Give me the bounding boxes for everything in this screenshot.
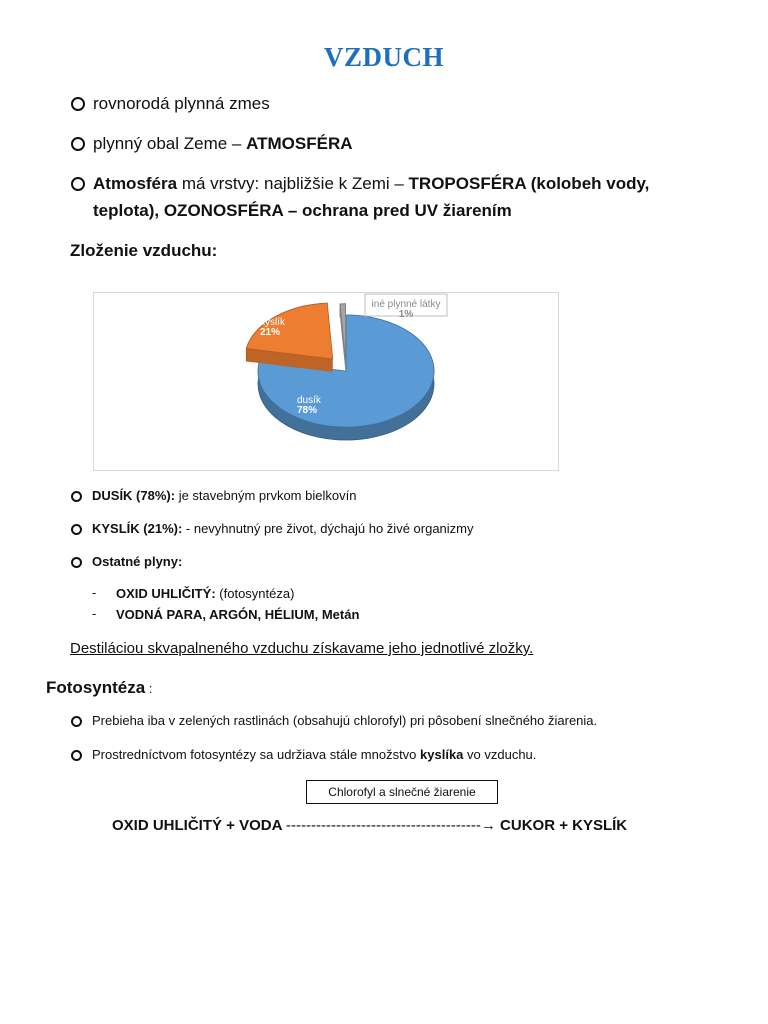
other-gas-item (116, 585, 294, 603)
bullet-normal: plynný obal Zeme – (93, 134, 247, 153)
photo-normal: Prebieha iba v zelených rastlinách (obsahujú chlorofyl) pri pôsobení slnečného žiarenia. (92, 713, 598, 728)
pie-label-ine-value: 1% (398, 309, 414, 320)
equation (112, 817, 627, 834)
bullet-circle-icon (71, 491, 82, 502)
photosynthesis-heading (46, 678, 152, 698)
bullet-normal: má vrstvy: najbližšie k Zemi – (177, 174, 409, 193)
bullet-bold: Atmosféra (93, 174, 178, 193)
pie-label-dusik-name: dusík (297, 395, 321, 406)
gas-bullet (92, 553, 182, 571)
photo-normal: Prostredníctvom fotosyntézy sa udržiava stále množstvo (92, 747, 421, 762)
bullet-circle-icon (71, 716, 82, 727)
pie-slice-ine (340, 304, 346, 360)
other-gas-normal: (fotosyntéza) (215, 586, 295, 601)
pie-label-kyslik-name: kyslík (260, 317, 285, 328)
composition-heading: Zloženie vzduchu: (70, 241, 218, 260)
gas-normal: - nevyhnutný pre život, dýchajú ho živé organizmy (182, 521, 474, 536)
pie-chart-svg (94, 293, 558, 470)
bullet-bold: teplota), OZONOSFÉRA – ochrana pred UV žiarením (93, 201, 512, 220)
dash-marker: - (92, 606, 97, 621)
bullet-circle-icon (71, 97, 85, 111)
pie-chart (93, 292, 559, 471)
photo-bullet (92, 746, 536, 764)
gas-bold: KYSLÍK (21%): (92, 521, 183, 536)
gas-bullet (92, 487, 356, 505)
bullet-bold: TROPOSFÉRA (kolobeh vody, (408, 174, 650, 193)
other-gas-bold: OXID UHLIČITÝ: (116, 586, 216, 601)
page-title: VZDUCH (323, 42, 444, 72)
other-gas-item (116, 606, 359, 624)
conditions-box: Chlorofyl a slnečné žiarenie (306, 780, 498, 804)
bullet-circle-icon (71, 177, 85, 191)
gas-bold: DUSÍK (78%): (92, 488, 176, 503)
bullet-circle-icon (71, 137, 85, 151)
bullet-text (93, 90, 270, 117)
photosynthesis-title: Fotosyntéza (46, 678, 146, 697)
bullet-text (93, 170, 733, 197)
bullet-circle-icon (71, 750, 82, 761)
bullet-circle-icon (71, 557, 82, 568)
bullet-bold: ATMOSFÉRA (246, 134, 353, 153)
bullet-circle-icon (71, 524, 82, 535)
bullet-text (93, 130, 353, 157)
pie-label-dusik-value: 78% (297, 405, 318, 416)
equation-right: CUKOR + KYSLÍK (495, 817, 628, 834)
gas-bullet (92, 520, 474, 538)
pie-label-ine-name: iné plynné látky (371, 299, 441, 310)
other-gas-bold: VODNÁ PARA, ARGÓN, HÉLIUM, Metán (116, 607, 360, 622)
photo-bold: kyslíka (420, 747, 464, 762)
photo-normal: vo vzduchu. (463, 747, 537, 762)
equation-left: OXID UHLIČITÝ + VODA (112, 817, 287, 834)
bullet-normal: rovnorodá plynná zmes (93, 94, 270, 113)
photo-bullet (92, 712, 597, 730)
gas-bold: Ostatné plyny: (92, 554, 183, 569)
bullet-text-line2 (93, 197, 512, 224)
distillation-text: Destiláciou skvapalneného vzduchu získavame jeho jednotlivé zložky. (70, 640, 534, 657)
dash-marker: - (92, 585, 97, 600)
photosynthesis-colon: : (145, 681, 153, 696)
gas-normal: je stavebným prvkom bielkovín (175, 488, 357, 503)
pie-label-kyslik-value: 21% (260, 327, 281, 338)
equation-arrow: ---------------------------------------→ (286, 817, 496, 834)
